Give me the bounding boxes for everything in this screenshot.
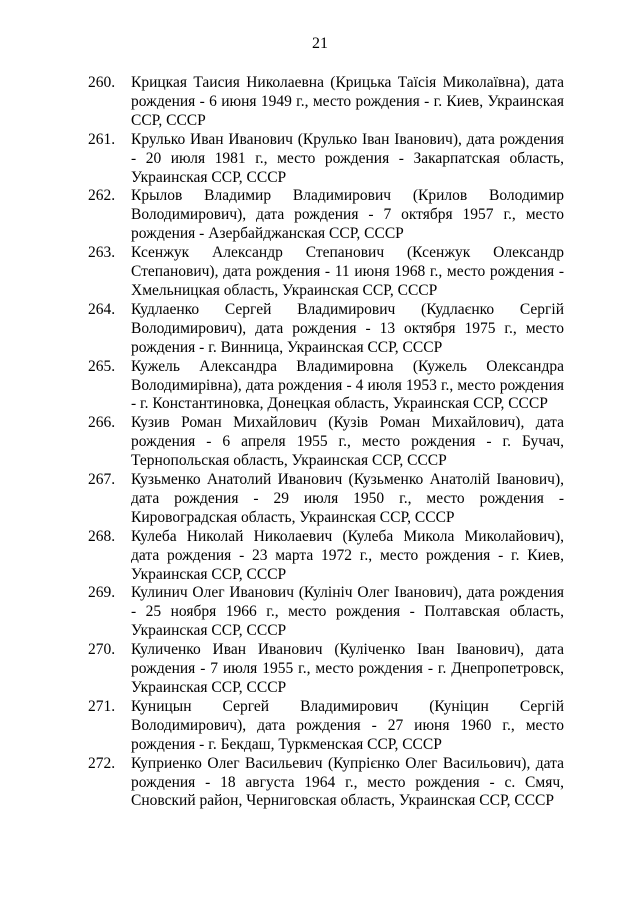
entry-number: 260.: [88, 74, 116, 91]
entry-number: 265.: [88, 357, 116, 375]
list-item: [88, 131, 564, 188]
entry-text: Кулинич Олег Иванович (Кулініч Олег Іванович), дата рождения - 25 ноября 1966 г., место рождения - Полтавская область, Украинская ССР, СССР: [131, 584, 564, 640]
list-item: [88, 244, 564, 301]
entry-number: 262.: [88, 187, 116, 205]
list-item: [88, 755, 564, 812]
entry-text: Куприенко Олег Васильевич (Купрієнко Олег Васильович), дата рождения - 18 августа 1964 г., место рождения - с. Смяч, Сновский район, Черниговская область, Украинская ССР, СССР: [131, 754, 564, 810]
entry-text: Крулько Иван Иванович (Крулько Іван Іванович), дата рождения - 20 июля 1981 г., место рождения - Закарпатская область, Украинская ССР, СССР: [131, 130, 564, 186]
entry-text: Кузьменко Анатолий Иванович (Кузьменко Анатолій Іванович), дата рождения - 29 июля 1950 г., место рождения - Кировоградская область, Украинская ССР, СССР: [131, 471, 564, 526]
sanctions-list: [88, 74, 564, 811]
entry-number: 261.: [88, 130, 116, 148]
entry-number: 269.: [88, 584, 116, 602]
list-item: [88, 187, 564, 244]
entry-number: 272.: [88, 754, 116, 772]
list-item: [88, 641, 564, 698]
list-item: [88, 584, 564, 641]
entry-number: 263.: [88, 244, 116, 262]
entry-text: Кужель Александра Владимировна (Кужель Олександра Володимирівна), дата рождения - 4 июля 1953 г., место рождения - г. Константиновка, Донецкая область, Украинская ССР, СССР: [131, 357, 564, 413]
entry-number: 270.: [88, 641, 116, 659]
entry-text: Кудлаенко Сергей Владимирович (Кудлаєнко Сергій Володимирович), дата рождения - 13 октября 1975 г., место рождения - г. Винница, Украинская ССР, СССР: [131, 300, 564, 356]
list-item: [88, 414, 564, 471]
entry-text: Куличенко Иван Иванович (Куліченко Іван Іванович), дата рождения - 7 июля 1955 г., место рождения - г. Днепропетровск, Украинская ССР, СССР: [131, 641, 564, 696]
entry-number: 268.: [88, 527, 116, 545]
page-number: 21: [312, 35, 328, 52]
entry-text: Ксенжук Александр Степанович (Ксенжук Олександр Степанович), дата рождения - 11 июня 1968 г., место рождения - Хмельницкая область, Украинская ССР, СССР: [131, 244, 564, 299]
entry-number: 267.: [88, 471, 116, 489]
list-item: [88, 528, 564, 585]
entry-text: Крицкая Таисия Николаевна (Крицька Таїсія Миколаївна), дата рождения - 6 июня 1949 г., место рождения - г. Киев, Украинская ССР, СССР: [131, 74, 564, 129]
entry-text: Крылов Владимир Владимирович (Крилов Володимир Володимирович), дата рождения - 7 октября 1957 г., место рождения - Азербайджанская ССР, СССР: [131, 187, 564, 243]
list-item: [88, 358, 564, 415]
list-item: [88, 471, 564, 528]
entry-number: 264.: [88, 300, 116, 318]
entry-number: 266.: [88, 414, 116, 432]
list-item: [88, 74, 564, 131]
entry-text: Куницын Сергей Владимирович (Куніцин Сергій Володимирович), дата рождения - 27 июня 1960 г., место рождения - г. Бекдаш, Туркменская ССР, СССР: [131, 697, 564, 753]
list-item: [88, 301, 564, 358]
list-item: [88, 698, 564, 755]
entry-number: 271.: [88, 697, 116, 715]
entry-text: Кузив Роман Михайлович (Кузів Роман Михайлович), дата рождения - 6 апреля 1955 г., место рождения - г. Бучач, Тернопольская область, Украинская ССР, СССР: [131, 414, 564, 470]
entry-text: Кулеба Николай Николаевич (Кулеба Микола Миколайович), дата рождения - 23 марта 1972 г., место рождения - г. Киев, Украинская ССР, СССР: [131, 527, 564, 583]
